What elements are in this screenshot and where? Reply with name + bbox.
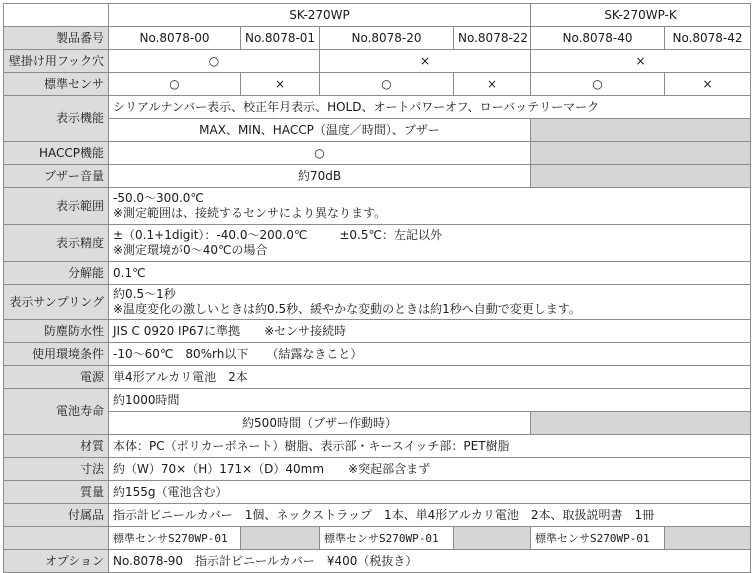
row-dimensions (4, 458, 751, 481)
battery-grey (531, 412, 751, 435)
buzzer-grey (531, 165, 751, 188)
range-line1: -50.0～300.0℃ (113, 191, 204, 205)
material-value: 本体：PC（ポリカーボネート）樹脂、表示部・キースイッチ部：PET樹脂 (109, 435, 751, 458)
label-dimensions: 寸法 (4, 458, 109, 481)
display-func-line2: MAX、MIN、HACCP（温度／時間）、ブザー (109, 119, 531, 142)
sensor-5: ○ (531, 73, 665, 96)
accuracy-line1b: ±0.5℃：左記以外 (339, 228, 442, 242)
accessory-grey-a (241, 527, 320, 550)
label-battery: 電池寿命 (4, 389, 109, 435)
label-resolution: 分解能 (4, 262, 109, 285)
label-environment: 使用環境条件 (4, 343, 109, 366)
row-power (4, 366, 751, 389)
row-range (4, 188, 751, 225)
label-material: 材質 (4, 435, 109, 458)
row-accuracy (4, 225, 751, 262)
label-power: 電源 (4, 366, 109, 389)
accuracy-line1a: ±（0.1+1digit）：-40.0～200.0℃ (113, 228, 308, 242)
row-buzzer (4, 165, 751, 188)
product-no-5: No.8078-40 (531, 27, 665, 50)
hook-value-b: × (320, 50, 531, 73)
row-resolution (4, 262, 751, 285)
accuracy-value (109, 225, 751, 262)
option-value: No.8078-90 指示計ビニールカバー ¥400（税抜き） (109, 550, 751, 573)
product-no-4: No.8078-22 (454, 27, 531, 50)
haccp-value: ○ (109, 142, 531, 165)
row-battery-2 (4, 412, 751, 435)
row-haccp (4, 142, 751, 165)
label-buzzer: ブザー音量 (4, 165, 109, 188)
haccp-grey (531, 142, 751, 165)
accessory-grey-b (454, 527, 531, 550)
row-material (4, 435, 751, 458)
spec-table (3, 3, 751, 573)
range-line2: ※測定範囲は、接続するセンサにより異なります。 (113, 206, 387, 220)
label-accessories-blank (4, 527, 109, 550)
accuracy-line1 (113, 228, 746, 243)
row-sensor (4, 73, 751, 96)
sampling-line2: ※温度変化の激しいときは約0.5秒、緩やかな変動のときは約1秒へ自動で変更します。 (113, 302, 581, 316)
label-sampling: 表示サンプリング (4, 285, 109, 320)
model-a-header: SK-270WP (109, 4, 531, 27)
hook-value-a: ○ (109, 50, 320, 73)
row-option (4, 550, 751, 573)
row-hook (4, 50, 751, 73)
sensor-3: ○ (320, 73, 454, 96)
label-waterproof: 防塵防水性 (4, 320, 109, 343)
battery-line2: 約500時間（ブザー作動時） (109, 412, 531, 435)
label-sensor: 標準センサ (4, 73, 109, 96)
header-row (4, 4, 751, 27)
product-no-2: No.8078-01 (241, 27, 320, 50)
header-blank (4, 4, 109, 27)
row-waterproof (4, 320, 751, 343)
sensor-4: × (454, 73, 531, 96)
power-value: 単4形アルカリ電池 2本 (109, 366, 751, 389)
model-b-header: SK-270WP-K (531, 4, 751, 27)
row-accessories-1 (4, 504, 751, 527)
row-accessories-2 (4, 527, 751, 550)
display-func-line1: シリアルナンバー表示、校正年月表示、HOLD、オートパワーオフ、ローバッテリーマーク (109, 96, 751, 119)
range-value (109, 188, 751, 225)
label-haccp: HACCP機能 (4, 142, 109, 165)
accuracy-line2: ※測定環境が0～40℃の場合 (113, 243, 268, 257)
label-accuracy: 表示精度 (4, 225, 109, 262)
accessory-grey-c (665, 527, 751, 550)
sampling-value (109, 285, 751, 320)
accessory-sensor-c: 標準センサS270WP-01 (531, 527, 665, 550)
environment-value: -10～60℃ 80%rh以下 （結露なきこと） (109, 343, 751, 366)
resolution-value: 0.1℃ (109, 262, 751, 285)
accessory-sensor-b: 標準センサS270WP-01 (320, 527, 454, 550)
sampling-line1: 約0.5～1秒 (113, 287, 176, 301)
accessories-line1: 指示計ビニールカバー 1個、ネックストラップ 1本、単4形アルカリ電池 2本、取扱説明書 1冊 (109, 504, 751, 527)
row-mass (4, 481, 751, 504)
sensor-2: × (241, 73, 320, 96)
row-product-no (4, 27, 751, 50)
label-product-no: 製品番号 (4, 27, 109, 50)
row-environment (4, 343, 751, 366)
dimensions-value: 約（W）70×（H）171×（D）40mm ※突起部含まず (109, 458, 751, 481)
hook-value-c: × (531, 50, 751, 73)
sensor-6: × (665, 73, 751, 96)
product-no-3: No.8078-20 (320, 27, 454, 50)
accessory-sensor-a: 標準センサS270WP-01 (109, 527, 241, 550)
label-hook: 壁掛け用フック穴 (4, 50, 109, 73)
label-display-func: 表示機能 (4, 96, 109, 142)
label-mass: 質量 (4, 481, 109, 504)
product-no-1: No.8078-00 (109, 27, 241, 50)
battery-line1: 約1000時間 (109, 389, 751, 412)
row-display-func-1 (4, 96, 751, 119)
row-battery-1 (4, 389, 751, 412)
label-accessories: 付属品 (4, 504, 109, 527)
label-option: オプション (4, 550, 109, 573)
mass-value: 約155g（電池含む） (109, 481, 751, 504)
waterproof-value: JIS C 0920 IP67に準拠 ※センサ接続時 (109, 320, 751, 343)
row-display-func-2 (4, 119, 751, 142)
sensor-1: ○ (109, 73, 241, 96)
label-range: 表示範囲 (4, 188, 109, 225)
product-no-6: No.8078-42 (665, 27, 751, 50)
buzzer-value: 約70dB (109, 165, 531, 188)
row-sampling (4, 285, 751, 320)
display-func-grey (531, 119, 751, 142)
